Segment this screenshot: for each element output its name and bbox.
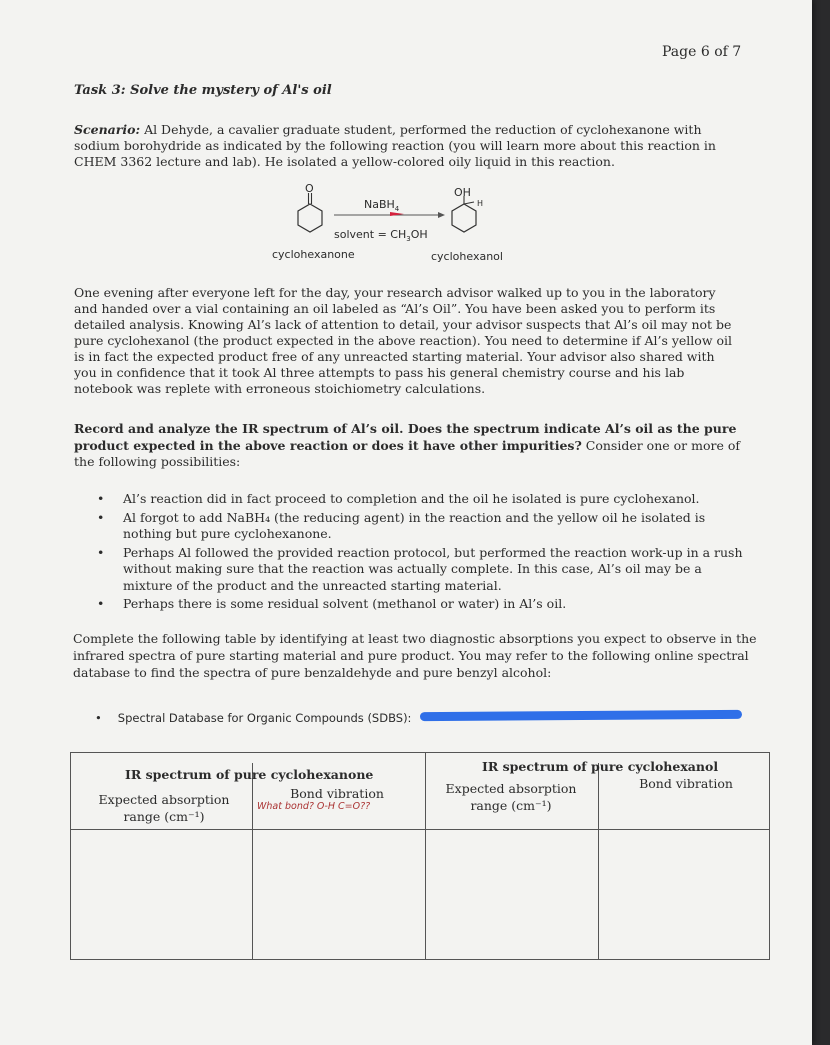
task-title: Task 3: Solve the mystery of Al's oil: [74, 83, 332, 98]
scenario-label: Scenario:: [74, 122, 141, 137]
bullet-text: Al forgot to add NaBH₄ (the reducing agent) in the reaction and the yellow oil he isolated is nothing but pure cyclohexanone.: [123, 509, 706, 541]
c-h-bond: [464, 202, 474, 204]
bullet-icon: •: [97, 544, 105, 560]
list-item: [95, 596, 755, 613]
ir-spectrum-table: [70, 752, 770, 960]
reactant-oxygen-label: O: [305, 182, 314, 195]
cyclohexanol-table-title: IR spectrum of pure cyclohexanol: [482, 759, 719, 774]
cyclohexanone-table-title: IR spectrum of pure cyclohexanone: [125, 767, 374, 782]
absorption-header-line1: Expected absorption: [98, 792, 230, 807]
table-instructions: Complete the following table by identifying at least two diagnostic absorptions you expect to observe in the infrared spectra of pure starting material and pure product. You may refer to the following online spectral database to find the spectra of pure benzaldehyde and pure benzyl alcohol:: [73, 631, 757, 680]
cyclohexanol-absorption-cell[interactable]: [427, 831, 597, 957]
list-item: [95, 510, 755, 543]
scenario-paragraph: [74, 122, 744, 170]
bullet-text: Al’s reaction did in fact proceed to completion and the oil he isolated is pure cyclohexanol.: [123, 491, 700, 506]
record-instructions: [74, 421, 750, 471]
reagent-text: NaBH: [364, 198, 395, 211]
scenario-text: Al Dehyde, a cavalier graduate student, performed the reduction of cyclohexanone with sodium borohydride as indicated by the following reaction (you will learn more about this reaction in CHEM 3362 lecture and lab). He isolated a yellow-colored oily liquid in this reaction.: [74, 122, 716, 169]
reagent-label: [364, 198, 399, 213]
handwritten-note: What bond? O-H C=O??: [257, 801, 371, 812]
list-item: [95, 491, 755, 508]
cyclohexanol-bond-cell[interactable]: [600, 831, 768, 957]
cyclohexanone-bond-cell[interactable]: [254, 831, 424, 957]
list-item: [95, 545, 755, 595]
reaction-scheme: [262, 182, 552, 267]
cyclohexanol-label: cyclohexanol: [431, 250, 503, 263]
cyclohexanone-absorption-cell[interactable]: [73, 831, 251, 957]
reagent-subscript: 4: [394, 205, 400, 214]
table-divider: [598, 763, 599, 959]
cyclohexanone-label: cyclohexanone: [272, 248, 355, 261]
advisor-paragraph: One evening after everyone left for the day, your research advisor walked up to you in the laboratory and handed over a vial containing an oil labeled as “Al’s Oil”. You have been asked you to perform its detailed analysis. Knowing Al’s lack of attention to detail, your advisor suspects that Al’s oil may not be pure cyclohexanol (the product expected in the above reaction). You need to determine if Al’s yellow oil is in fact the expected product free of any unreacted starting material. Your advisor also shared with you in confidence that it took Al three attempts to pass his general chemistry course and his lab notebook was replete with erroneous stoichiometry calculations.: [74, 285, 733, 396]
redacted-link-highlight[interactable]: [420, 710, 742, 721]
product-oh-label: OH: [454, 186, 471, 199]
bullet-icon: •: [95, 711, 102, 725]
solvent-subscript: 3: [406, 235, 411, 244]
absorption-header-line2: range (cm⁻¹): [470, 798, 552, 813]
record-rest: Consider one or more of the following possibilities:: [74, 437, 740, 469]
bullet-icon: •: [97, 491, 105, 506]
page-number: Page 6 of 7: [662, 44, 742, 60]
cyclohexanone-bond-header: Bond vibration: [290, 786, 384, 801]
sdbs-reference: [95, 711, 411, 725]
bullet-icon: •: [97, 596, 105, 611]
arrow-head: [438, 212, 445, 218]
cyclohexanol-ring: [452, 204, 476, 232]
product-h-label: H: [477, 199, 484, 208]
solvent-label: [334, 228, 428, 243]
solvent-prefix: solvent = CH: [334, 228, 407, 241]
bullet-text: Perhaps there is some residual solvent (methanol or water) in Al’s oil.: [123, 596, 567, 611]
table-divider: [252, 763, 253, 959]
cyclohexanone-ring: [298, 204, 322, 232]
sdbs-label: Spectral Database for Organic Compounds (SDBS):: [117, 711, 412, 725]
cyclohexanone-absorption-header: [89, 791, 239, 825]
bullet-icon: •: [97, 509, 105, 525]
possibilities-list: [95, 491, 755, 615]
table-divider: [425, 753, 426, 959]
solvent-suffix: OH: [410, 228, 428, 241]
absorption-header-line1: Expected absorption: [445, 781, 577, 796]
cyclohexanol-bond-header: Bond vibration: [639, 776, 733, 791]
absorption-header-line2: range (cm⁻¹): [123, 809, 205, 824]
record-question: Record and analyze the IR spectrum of Al’s oil. Does the spectrum indicate Al’s oil as the pure product expected in the above reaction or does it have other impurities?: [74, 421, 737, 453]
cyclohexanol-absorption-header: [435, 780, 587, 814]
bullet-text: Perhaps Al followed the provided reaction protocol, but performed the reaction work-up in a rush without making sure that the reaction was actually complete. In this case, Al’s oil may be a mixture of the product and the unreacted starting material.: [123, 544, 743, 593]
header-divider: [71, 829, 769, 830]
